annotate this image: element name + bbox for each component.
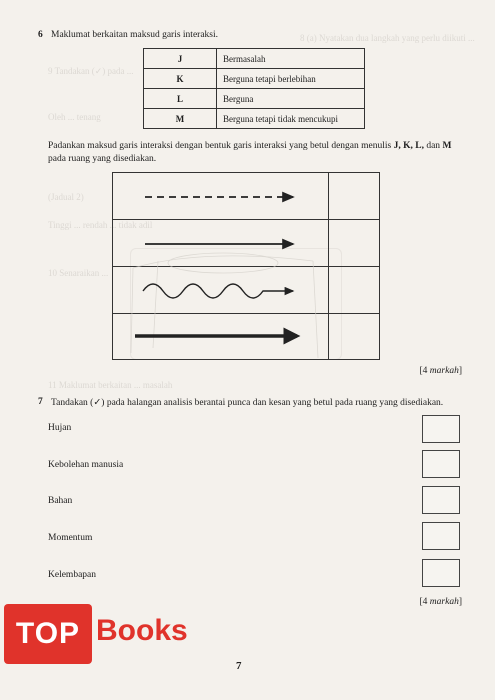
tick-box-hujan[interactable] bbox=[422, 415, 460, 443]
analysis-item-bahan: Bahan bbox=[48, 496, 73, 506]
question-7-marks bbox=[420, 597, 463, 607]
marks-word: markah bbox=[429, 597, 459, 607]
logo-books-text: Books bbox=[96, 614, 188, 647]
bleed-through-text: 10 Senaraikan ... bbox=[48, 268, 109, 278]
marks-text: [4 bbox=[419, 597, 430, 607]
bleed-through-text: (Jadual 2) bbox=[48, 192, 84, 202]
logo-top-text: TOP bbox=[4, 604, 92, 664]
analysis-item-kebolehan-manusia: Kebolehan manusia bbox=[48, 460, 124, 470]
question-6-marks bbox=[420, 366, 463, 376]
question-6-prompt: Maklumat berkaitan maksud garis interaksi. bbox=[51, 30, 218, 40]
code-cell: L bbox=[144, 89, 217, 109]
bleed-through-text: 8 (a) Nyatakan dua langkah yang perlu diikuti ... bbox=[300, 33, 475, 43]
question-6-number: 6 bbox=[38, 30, 43, 40]
bleed-through-text: 9 Tandakan (✓) pada ... bbox=[48, 66, 134, 76]
bleed-through-text: 11 Maklumat berkaitan ... masalah bbox=[48, 380, 173, 390]
meaning-cell: Bermasalah bbox=[217, 49, 365, 69]
marks-text: ] bbox=[458, 597, 462, 607]
analysis-item-kelembapan: Kelembapan bbox=[48, 570, 97, 580]
bleed-through-text: Oleh ... tenang bbox=[48, 112, 101, 122]
interaction-lines-drawing bbox=[113, 173, 381, 361]
question-6-instruction bbox=[48, 140, 468, 166]
code-cell: J bbox=[144, 49, 217, 69]
instruction-codes: J, K, L, bbox=[393, 141, 424, 151]
meaning-cell: Berguna tetapi berlebihan bbox=[217, 69, 365, 89]
instruction-text: Padankan maksud garis interaksi dengan bentuk garis interaksi yang betul dengan menulis bbox=[48, 141, 394, 151]
question-7-number: 7 bbox=[38, 397, 43, 407]
table-row bbox=[144, 69, 365, 89]
tick-box-kebolehan-manusia[interactable] bbox=[422, 450, 460, 478]
table-row bbox=[144, 89, 365, 109]
wavy-arrow-line bbox=[143, 284, 293, 298]
analysis-item-hujan: Hujan bbox=[48, 423, 72, 433]
marks-word: markah bbox=[429, 366, 459, 376]
tick-box-momentum[interactable] bbox=[422, 522, 460, 550]
instruction-text: dan bbox=[423, 141, 443, 151]
bleed-through-text: Tinggi ... rendah ... tidak adil bbox=[48, 220, 153, 230]
question-7-prompt: Tandakan (✓) pada halangan analisis berantai punca dan kesan yang betul pada ruang yang disediakan. bbox=[51, 398, 444, 408]
table-row bbox=[144, 109, 365, 129]
analysis-item-momentum: Momentum bbox=[48, 533, 93, 543]
code-cell: K bbox=[144, 69, 217, 89]
bleed-through-illustration bbox=[131, 253, 318, 358]
interaction-lines-grid bbox=[112, 172, 380, 360]
instruction-code-m: M bbox=[442, 141, 452, 151]
marks-text: ] bbox=[458, 366, 462, 376]
meaning-table bbox=[143, 48, 365, 129]
topbooks-logo bbox=[4, 604, 204, 664]
code-cell: M bbox=[144, 109, 217, 129]
page-number: 7 bbox=[236, 660, 242, 672]
marks-text: [4 bbox=[419, 366, 430, 376]
meaning-cell: Berguna tetapi tidak mencukupi bbox=[217, 109, 365, 129]
instruction-text: pada ruang yang disediakan. bbox=[48, 154, 157, 164]
table-row bbox=[144, 49, 365, 69]
meaning-cell: Berguna bbox=[217, 89, 365, 109]
tick-box-bahan[interactable] bbox=[422, 486, 460, 514]
tick-box-kelembapan[interactable] bbox=[422, 559, 460, 587]
